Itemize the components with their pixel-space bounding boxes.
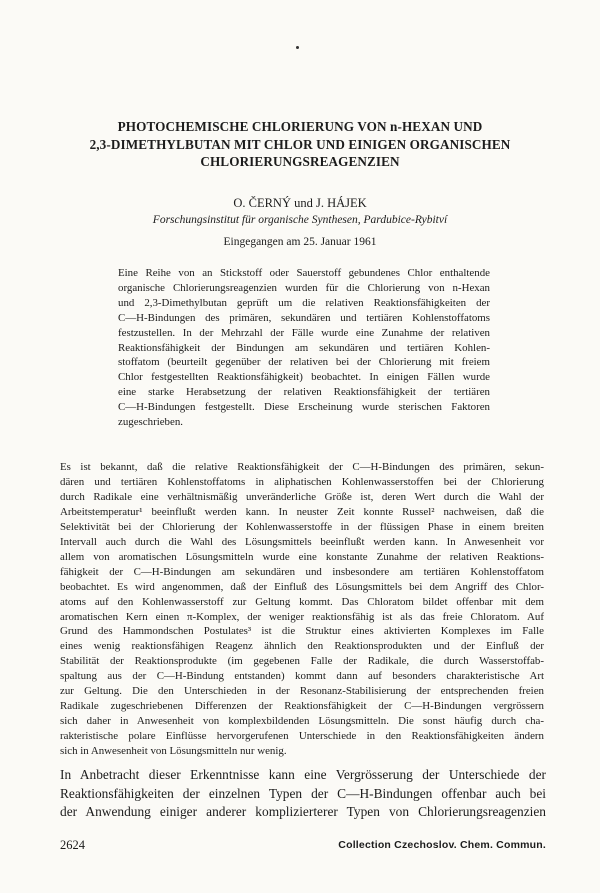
body-line: Selektivität bei der Chlorierung der Kohlenwasserstoffe in der flüssigen Phase in einem breiten	[60, 520, 544, 533]
body-line: allem von aromatischen Lösungsmitteln wurde eine konstante Zunahme der relativen Reaktions-	[60, 550, 544, 563]
body-line: In Anbetracht dieser Erkenntnisse kann eine Vergrösserung der Unterschiede der	[60, 767, 546, 782]
body-line: durch Radikale eine verhältnismäßig unveränderliche Größe ist, deren Wert durch die Wahl der	[60, 490, 544, 503]
body-line: spaltung aus der C—H-Bindung entstanden) kommt dann auf besonders charakteristische Art	[60, 670, 544, 683]
abstract-line: und 2,3-Dimethylbutan geprüft um die relativen Reaktionsfähigkeiten der	[118, 296, 490, 309]
body-line: Grund des Hammondschen Postulates³ ist die Struktur eines aktivierten Komplexes im Falle	[60, 625, 544, 638]
body-paragraph-small	[60, 460, 544, 759]
body-line: sich daher in Anwesenheit von komplexbildenden Lösungsmitteln. Die sonst häufig durch cha-	[60, 715, 544, 728]
abstract-line: C—H-Bindungen festgestellt. Diese Erscheinung wurde sterischen Faktoren	[118, 401, 490, 414]
abstract-line: stoffatom (beurteilt gegenüber der relativen bei der Chlorierung mit freiem	[118, 356, 490, 369]
body-line: Radikale zugeschriebenen Differenzen der Reaktionsfähigkeit der C—H-Bindungen vergrössern	[60, 700, 544, 713]
body-line: beobachtet. Es wird angenommen, daß der Einfluß des Lösungsmittels bei dem Angriff des Chlor-	[60, 580, 544, 593]
body-line: der Anwendung einiger anderer komplizierterer Typen von Chlorierungsreagenzien	[60, 804, 546, 819]
body-line: atoms auf den Kohlenwasserstoff zur Geltung kommt. Das Chloratom bildet offenbar mit dem	[60, 595, 544, 608]
abstract-line: Reaktionsfähigkeit der Bindungen am sekundären und tertiären Kohlen-	[118, 341, 490, 354]
body-paragraph-large	[60, 766, 546, 822]
journal-name: Collection Czechoslov. Chem. Commun.	[338, 839, 546, 851]
abstract-line: festzustellen. In der Mehrzahl der Fälle wurde eine Zunahme der relativen	[118, 326, 490, 339]
body-line: Stabilität der Reaktionsprodukte (im gegebenen Falle der Radikale, die durch Wasserstoffab-	[60, 655, 544, 668]
print-dot	[296, 46, 299, 49]
body-line: Arbeitstemperatur¹ beeinflußt werden kann. In neuster Zeit konnte Russel² nachweisen, daß die	[60, 505, 544, 518]
page-number: 2624	[60, 838, 85, 852]
title-line-1: PHOTOCHEMISCHE CHLORIERUNG VON n-HEXAN UND	[117, 119, 483, 134]
body-line: fähigkeit der C—H-Bindungen am sekundären und insbesondere am tertiären Kohlenstoffatom	[60, 565, 544, 578]
abstract-line: C—H-Bindungen des primären, sekundären und tertiären Kohlenstoffatoms	[118, 311, 490, 324]
abstract-line: organische Chlorierungsreagenzien wurden für die Chlorierung von n-Hexan	[118, 281, 490, 294]
body-line: Es ist bekannt, daß die relative Reaktionsfähigkeit der C—H-Bindungen des primären, sekun-	[60, 461, 544, 473]
body-line: dären und tertiären Kohlenstoffatoms in aliphatischen Kohlenwasserstoffen bei der Chlorierung	[60, 475, 544, 488]
abstract-line: zugeschrieben.	[118, 416, 184, 429]
body-line: eines wenig reaktionsfähigen Reagenz ähnlich den Reaktionsprodukten und der Einfluß der	[60, 640, 544, 653]
abstract-line: Eine Reihe von an Stickstoff oder Sauerstoff gebundenes Chlor enthaltende	[118, 267, 490, 279]
body-line: Reaktionsfähigkeiten der einzelnen Typen der C—H-Bindungen offenbar auch bei	[60, 785, 546, 801]
body-line: sich in Anwesenheit von Lösungsmitteln nur wenig.	[60, 745, 287, 758]
institute: Forschungsinstitut für organische Synthesen, Pardubice-Rybitví	[152, 214, 448, 226]
abstract-line: eine starke Herabsetzung der relativen Reaktionsfähigkeit der tertiären	[118, 386, 490, 399]
received-date: Eingegangen am 25. Januar 1961	[223, 236, 377, 248]
article-title	[40, 118, 560, 171]
title-line-3: CHLORIERUNGSREAGENZIEN	[200, 154, 400, 169]
abstract	[118, 266, 490, 430]
body-line: rakteristische polare Einflüsse hervorgerufenen Unterschiede in den Reaktionsfähigkeiten ändern	[60, 730, 544, 743]
title-line-2: 2,3-DIMETHYLBUTAN MIT CHLOR UND EINIGEN ORGANISCHEN	[89, 136, 511, 152]
body-line: zur Geltung. Die den Unterschieden in der Resonanz-Stabilisierung der entsprechenden freien	[60, 685, 544, 698]
authors: O. ČERNÝ und J. HÁJEK	[233, 196, 367, 210]
abstract-line: Chlor festgestellten Reaktionsfähigkeit) beobachtet. In einigen Fällen wurde	[118, 371, 490, 384]
body-line: Intervall auch durch die Wahl des Lösungsmittels beeinflußt werden kann. In Anwesenheit vor	[60, 535, 544, 548]
body-line: aromatischen Kern einen π-Komplex, der weniger reaktionsfähig ist als das freie Chloratom. Auf	[60, 610, 544, 623]
